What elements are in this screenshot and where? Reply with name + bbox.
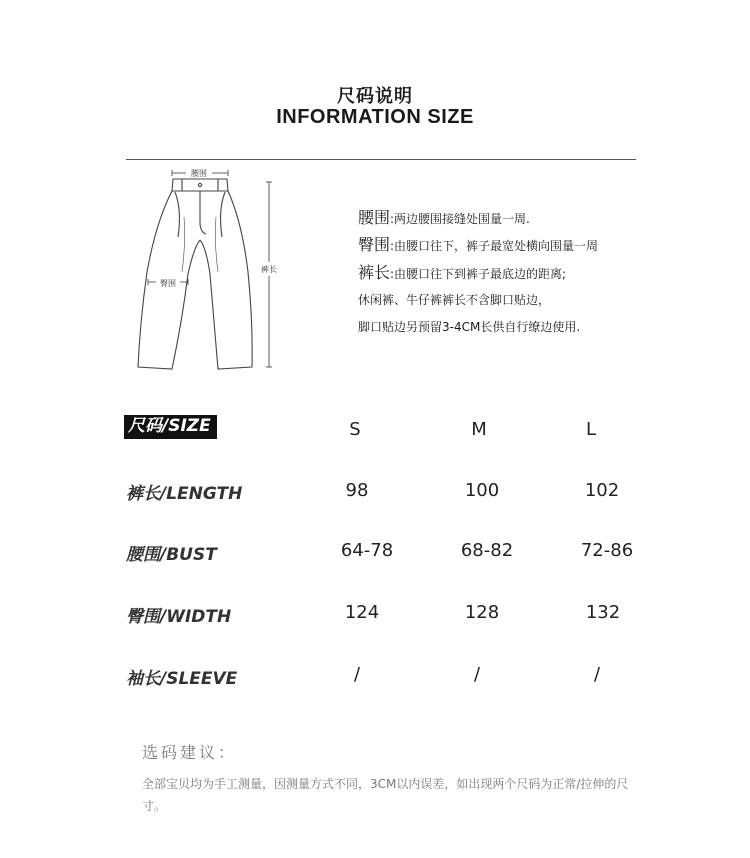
- waistband: [172, 179, 228, 191]
- desc-note-2: 脚口贴边另预留3-4CM长供自行缭边使用.: [358, 320, 581, 334]
- size-col-m: M: [471, 419, 487, 440]
- cell-sleeve-s: /: [353, 664, 361, 685]
- right-leg: [200, 191, 252, 369]
- desc-waist: 腰围:两边腰围接缝处围量一周.: [358, 208, 530, 227]
- pants-diagram: [120, 162, 290, 377]
- row-label-length: 裤长/LENGTH: [126, 484, 243, 504]
- hip-label: 臀围: [160, 279, 176, 288]
- pocket-left: [175, 192, 179, 237]
- cell-width-s: 124: [344, 602, 380, 623]
- size-col-l: L: [585, 419, 597, 440]
- cell-bust-l: 72-86: [580, 540, 634, 561]
- cell-length-s: 98: [345, 480, 369, 501]
- row-label-sleeve: 袖长/SLEEVE: [126, 669, 238, 689]
- crease-left: [182, 217, 185, 272]
- cell-length-m: 100: [464, 480, 500, 501]
- cell-sleeve-l: /: [593, 664, 601, 685]
- desc-hip: 臀围:由腰口往下，裤子最宽处横向围量一周: [358, 235, 599, 254]
- waist-label: 腰围: [191, 169, 207, 178]
- cell-width-m: 128: [464, 602, 500, 623]
- desc-length: 裤长:由腰口往下到裤子最底边的距离;: [358, 263, 567, 282]
- crease-right: [215, 217, 218, 272]
- row-label-bust: 腰围/BUST: [126, 545, 217, 565]
- page-title-cn: 尺码说明: [337, 86, 413, 107]
- cell-sleeve-m: /: [473, 664, 481, 685]
- fly-seam: [200, 191, 206, 234]
- cell-bust-s: 64-78: [340, 540, 394, 561]
- desc-note-1: 休闲裤、牛仔裤裤长不含脚口贴边，: [358, 293, 551, 307]
- pants-outline: [138, 179, 252, 369]
- size-col-s: S: [349, 419, 361, 440]
- advice-title: 选码建议：: [142, 743, 238, 762]
- cell-width-l: 132: [585, 602, 621, 623]
- button: [198, 183, 201, 186]
- page-title-en: INFORMATION SIZE: [276, 106, 474, 128]
- size-header-label: 尺码/SIZE: [124, 415, 217, 439]
- row-label-width: 臀围/WIDTH: [126, 607, 232, 627]
- length-label: 裤长: [261, 265, 277, 274]
- divider: [126, 159, 636, 160]
- cell-length-l: 102: [584, 480, 620, 501]
- cell-bust-m: 68-82: [460, 540, 514, 561]
- pocket-right: [221, 192, 225, 237]
- advice-text: 全部宝贝均为手工测量，因测量方式不同，3CM以内误差，如出现两个尺码为正常/拉伸的尺寸。: [142, 777, 629, 813]
